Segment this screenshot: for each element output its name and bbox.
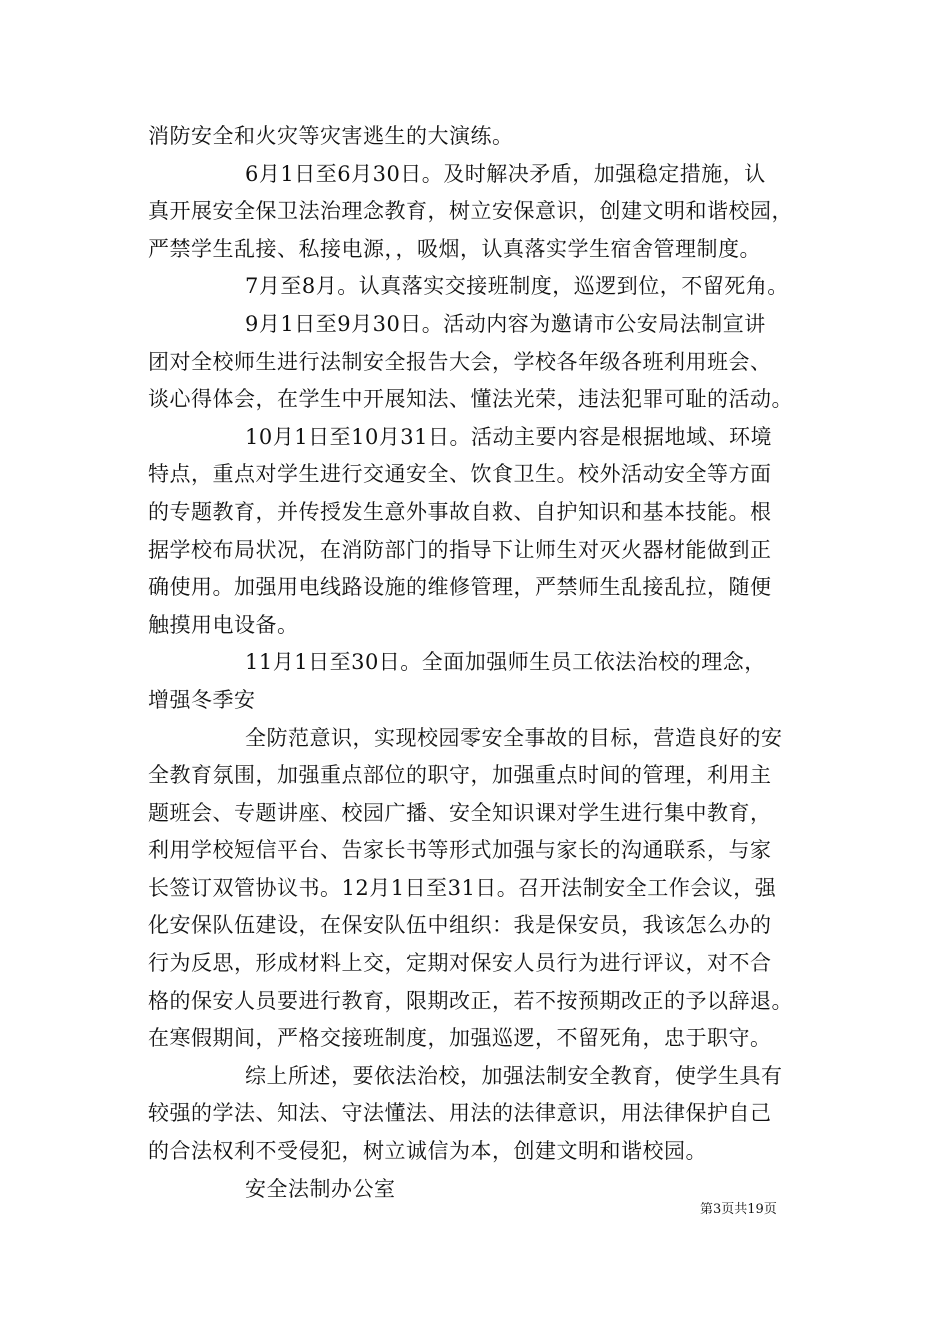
text-line: 9月1日至9月30日。活动内容为邀请市公安局法制宣讲 <box>245 311 766 336</box>
text-line: 全防范意识，实现校园零安全事故的目标，营造良好的安 <box>245 725 783 750</box>
text-line: 安全法制办公室 <box>245 1176 396 1201</box>
text-line: 增强冬季安 <box>148 687 256 712</box>
text-line: 团对全校师生进行法制安全报告大会，学校各年级各班利用班会、 <box>148 349 772 374</box>
text-line: 综上所述，要依法治校，加强法制安全教育，使学生具有 <box>245 1063 783 1088</box>
text-line: 10月1日至10月31日。活动主要内容是根据地域、环境 <box>245 424 773 449</box>
text-line: 7月至8月。认真落实交接班制度，巡逻到位，不留死角。 <box>245 274 789 299</box>
text-line: 消防安全和火灾等灾害逃生的大演练。 <box>148 124 514 148</box>
text-line: 谈心得体会，在学生中开展知法、懂法光荣，违法犯罪可耻的活动。 <box>148 387 793 412</box>
text-line: 的专题教育，并传授发生意外事故自救、自护知识和基本技能。根 <box>148 499 772 524</box>
text-line: 6月1日至6月30日。及时解决矛盾，加强稳定措施，认 <box>245 161 766 186</box>
text-line: 利用学校短信平台、告家长书等形式加强与家长的沟通联系，与家 <box>148 838 772 863</box>
text-line: 真开展安全保卫法治理念教育，树立安保意识，创建文明和谐校园， <box>148 199 793 224</box>
text-line: 化安保队伍建设，在保安队伍中组织：我是保安员，我该怎么办的 <box>148 913 772 938</box>
text-line: 较强的学法、知法、守法懂法、用法的法律意识，用法律保护自己 <box>148 1101 772 1126</box>
text-line: 全教育氛围，加强重点部位的职守，加强重点时间的管理，利用主 <box>148 763 772 788</box>
text-line: 确使用。加强用电线路设施的维修管理，严禁师生乱接乱拉，随便 <box>148 575 772 600</box>
text-line: 格的保安人员要进行教育，限期改正，若不按预期改正的予以辞退。 <box>148 988 793 1013</box>
page-number: 第3页共19页 <box>700 1202 777 1217</box>
text-line: 的合法权利不受侵犯，树立诚信为本，创建文明和谐校园。 <box>148 1139 707 1164</box>
text-line: 长签订双管协议书。12月1日至31日。召开法制安全工作会议，强 <box>148 875 777 900</box>
text-line: 严禁学生乱接、私接电源，，吸烟，认真落实学生宿舍管理制度。 <box>148 236 761 261</box>
text-line: 行为反思，形成材料上交，定期对保安人员行为进行评议，对不合 <box>148 951 772 976</box>
text-line: 11月1日至30日。全面加强师生员工依法治校的理念， <box>245 650 766 675</box>
text-line: 触摸用电设备。 <box>148 612 299 637</box>
text-line: 特点，重点对学生进行交通安全、饮食卫生。校外活动安全等方面 <box>148 462 772 487</box>
text-line: 题班会、专题讲座、校园广播、安全知识课对学生进行集中教育， <box>148 800 772 825</box>
text-line: 在寒假期间，严格交接班制度，加强巡逻，不留死角，忠于职守。 <box>148 1026 772 1051</box>
document-body <box>148 118 813 1208</box>
text-line: 据学校布局状况，在消防部门的指导下让师生对灭火器材能做到正 <box>148 537 772 562</box>
